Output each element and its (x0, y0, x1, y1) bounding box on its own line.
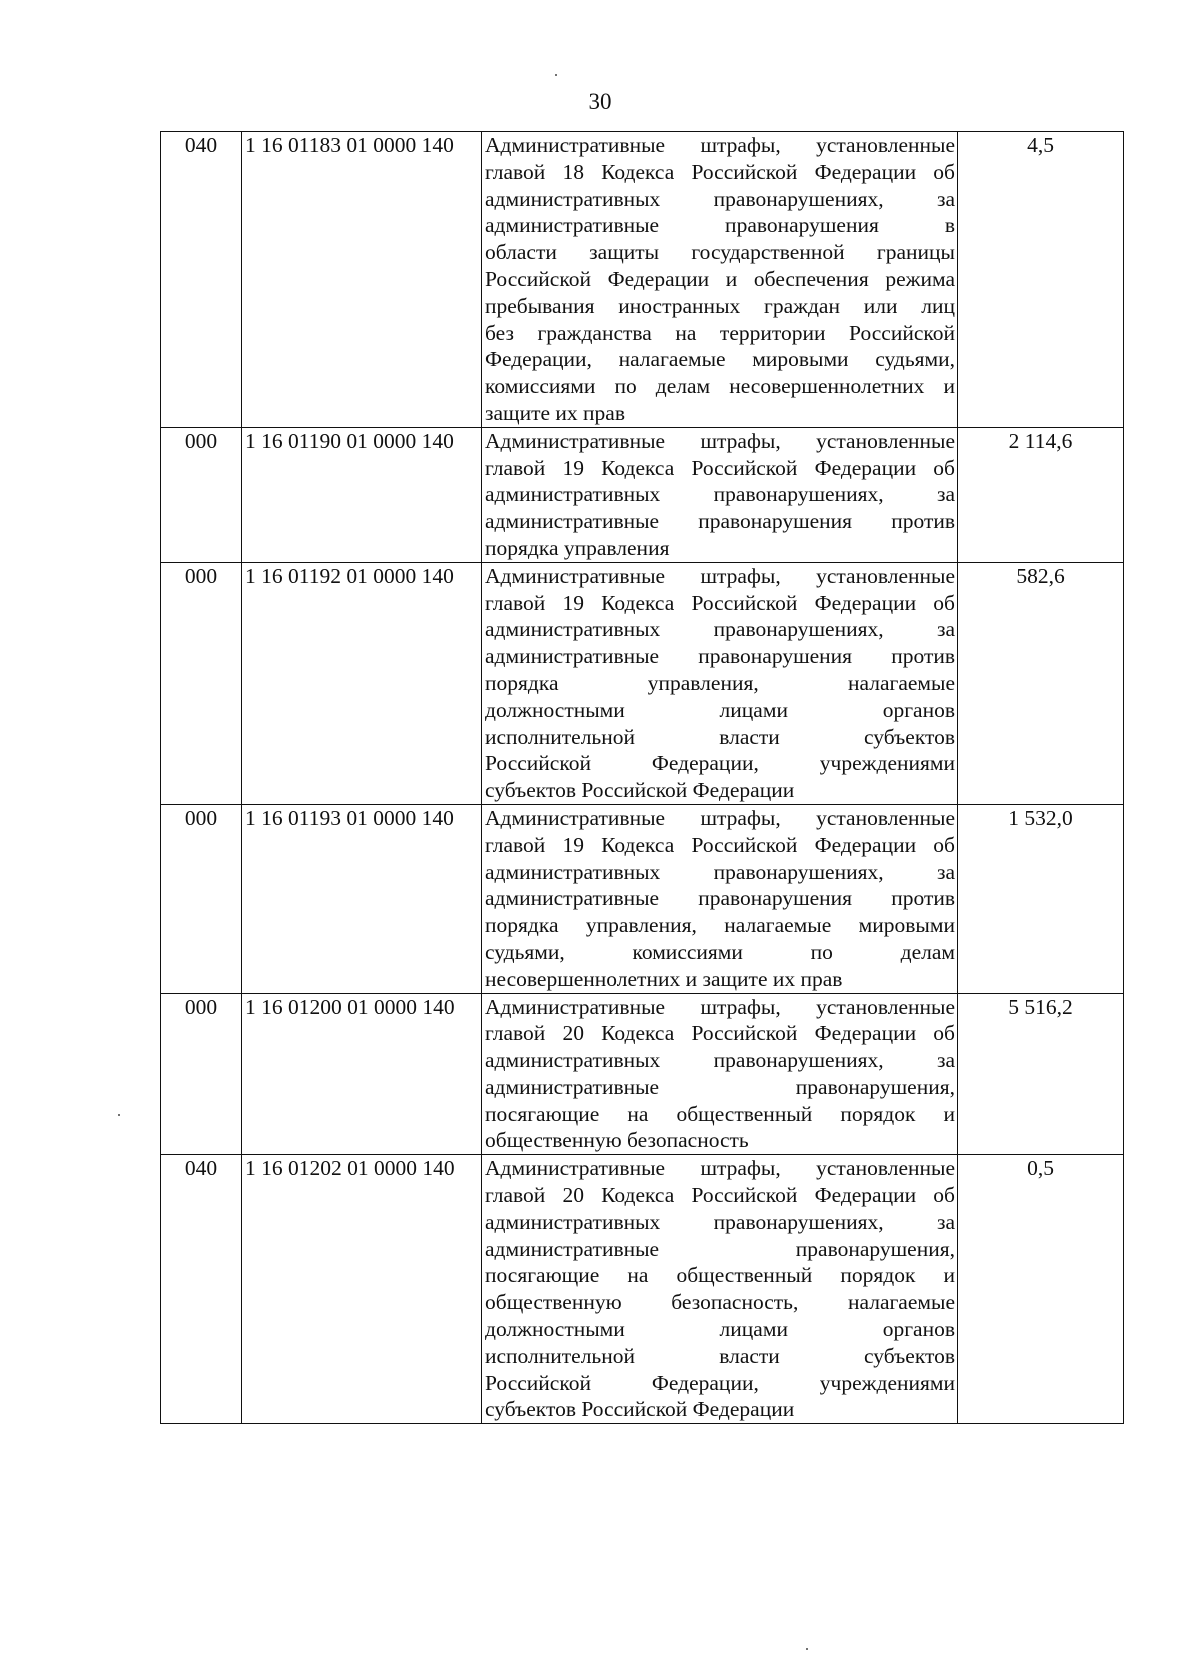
admin-code-cell: 000 (161, 562, 242, 804)
description-line: главой 19 Кодекса Российской Федерации об (485, 590, 955, 615)
description-line: главой 20 Кодекса Российской Федерации об (485, 1183, 955, 1208)
description-line: субъектов Российской Федерации (485, 778, 795, 803)
scan-speck (806, 1648, 808, 1650)
table-row (161, 427, 1124, 562)
description-line: административные правонарушения против (485, 509, 955, 534)
description-line: административные правонарушения против (485, 644, 955, 669)
description-line: административные правонарушения против (485, 886, 955, 911)
description-line: административных правонарушениях, за (485, 1209, 955, 1234)
description-line: исполнительной власти субъектов (485, 1343, 955, 1368)
description-line: без гражданства на территории Российской (485, 320, 955, 345)
description-line: административных правонарушениях, за (485, 859, 955, 884)
description-line: главой 20 Кодекса Российской Федерации об (485, 1021, 955, 1046)
table-row (161, 1155, 1124, 1424)
page-number: 30 (588, 89, 612, 114)
description-line: главой 19 Кодекса Российской Федерации об (485, 832, 955, 857)
description-line: Федерации, налагаемые мировыми судьями, (485, 347, 955, 372)
description-line: общественную безопасность, налагаемые (485, 1290, 955, 1315)
amount-cell: 0,5 (958, 1155, 1124, 1424)
description-line: главой 18 Кодекса Российской Федерации об (485, 159, 955, 184)
description-line: административных правонарушениях, за (485, 1048, 955, 1073)
scan-speck (118, 1114, 120, 1116)
table-row (161, 993, 1124, 1155)
description-line: несовершеннолетних и защите их прав (485, 966, 843, 991)
description-line: Российской Федерации, учреждениями (485, 1370, 955, 1395)
admin-code-cell: 040 (161, 132, 242, 428)
description-line: области защиты государственной границы (485, 240, 955, 265)
description-line: главой 19 Кодекса Российской Федерации об (485, 455, 955, 480)
description-line: административные правонарушения, (485, 1074, 955, 1099)
description-line: административных правонарушениях, за (485, 482, 955, 507)
description-cell (482, 993, 958, 1155)
description-line: должностными лицами органов (485, 697, 955, 722)
admin-code-cell: 000 (161, 804, 242, 993)
description-line: Административные штрафы, установленные (485, 133, 955, 157)
description-line: субъектов Российской Федерации (485, 1397, 795, 1422)
description-cell (482, 132, 958, 428)
revenue-table (160, 131, 1124, 1424)
description-line: порядка управления, налагаемые мировыми (485, 913, 955, 938)
description-line: Административные штрафы, установленные (485, 994, 955, 1019)
description-cell (482, 1155, 958, 1424)
description-line: Российской Федерации и обеспечения режима (485, 266, 955, 291)
description-line: административные правонарушения в (485, 213, 955, 238)
description-line: судьями, комиссиями по делам (485, 939, 955, 964)
amount-cell: 2 114,6 (958, 427, 1124, 562)
description-line: административных правонарушениях, за (485, 186, 955, 211)
description-cell (482, 427, 958, 562)
description-cell (482, 562, 958, 804)
admin-code-cell: 000 (161, 993, 242, 1155)
description-line: пребывания иностранных граждан или лиц (485, 293, 955, 318)
admin-code-cell: 040 (161, 1155, 242, 1424)
description-line: Административные штрафы, установленные (485, 1156, 955, 1181)
table-row (161, 132, 1124, 428)
amount-cell: 1 532,0 (958, 804, 1124, 993)
budget-code-cell: 1 16 01183 01 0000 140 (242, 132, 482, 428)
budget-code-cell: 1 16 01193 01 0000 140 (242, 804, 482, 993)
description-line: посягающие на общественный порядок и (485, 1263, 955, 1288)
description-line: административных правонарушениях, за (485, 617, 955, 642)
description-line: исполнительной власти субъектов (485, 724, 955, 749)
description-cell (482, 804, 958, 993)
description-line: комиссиями по делам несовершеннолетних и (485, 374, 955, 399)
description-line: порядка управления (485, 535, 670, 560)
description-line: Российской Федерации, учреждениями (485, 751, 955, 776)
table-row (161, 562, 1124, 804)
description-line: Административные штрафы, установленные (485, 563, 955, 588)
budget-code-cell: 1 16 01192 01 0000 140 (242, 562, 482, 804)
budget-code-cell: 1 16 01190 01 0000 140 (242, 427, 482, 562)
description-line: общественную безопасность (485, 1128, 749, 1153)
admin-code-cell: 000 (161, 427, 242, 562)
description-line: порядка управления, налагаемые (485, 670, 955, 695)
budget-code-cell: 1 16 01200 01 0000 140 (242, 993, 482, 1155)
description-line: Административные штрафы, установленные (485, 428, 955, 453)
description-line: должностными лицами органов (485, 1317, 955, 1342)
scan-speck (555, 74, 557, 76)
description-line: административные правонарушения, (485, 1236, 955, 1261)
budget-code-cell: 1 16 01202 01 0000 140 (242, 1155, 482, 1424)
amount-cell: 582,6 (958, 562, 1124, 804)
table-row (161, 804, 1124, 993)
description-line: Административные штрафы, установленные (485, 805, 955, 830)
amount-cell: 4,5 (958, 132, 1124, 428)
revenue-table-body (161, 132, 1124, 1424)
description-line: защите их прав (485, 400, 625, 425)
amount-cell: 5 516,2 (958, 993, 1124, 1155)
description-line: посягающие на общественный порядок и (485, 1101, 955, 1126)
